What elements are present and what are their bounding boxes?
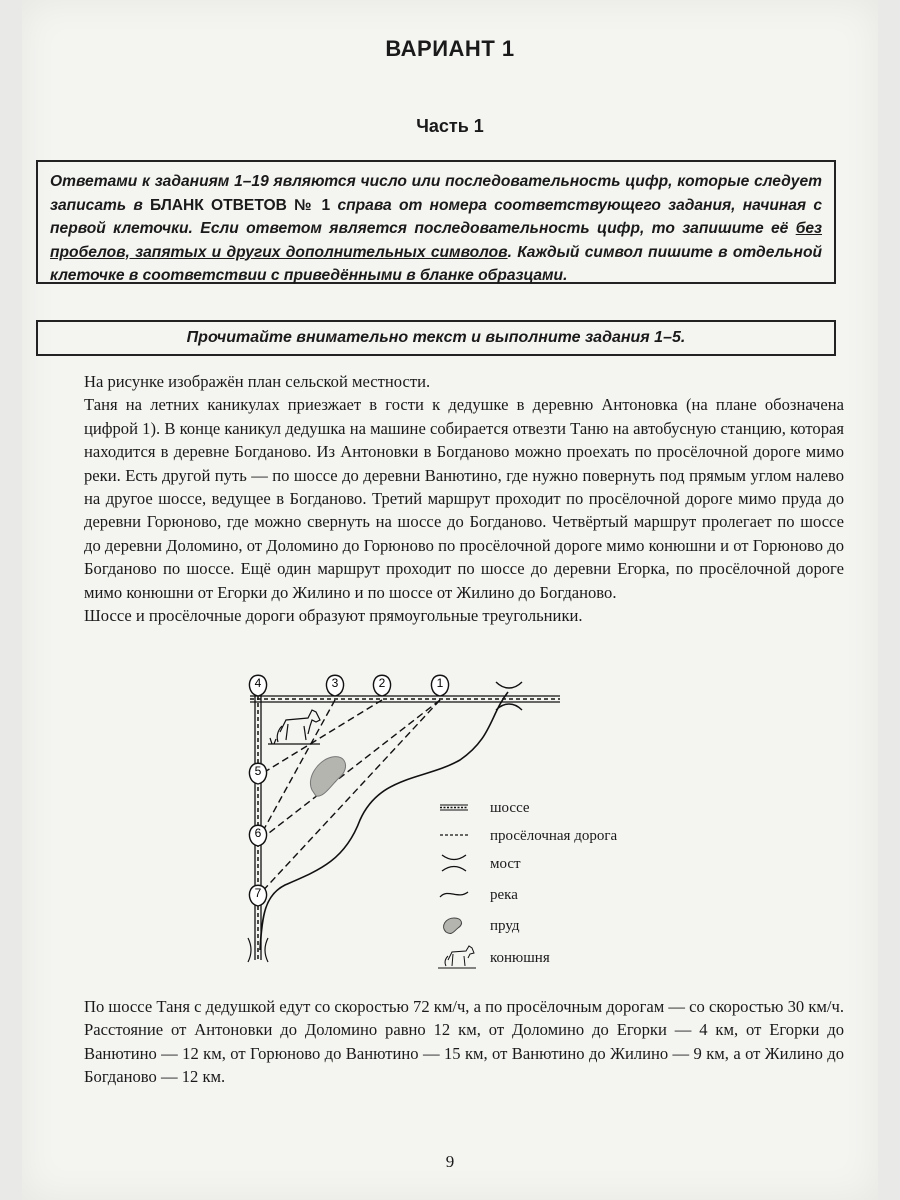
stable-icon bbox=[438, 946, 476, 968]
legend-label: река bbox=[490, 887, 518, 903]
paragraph: На рисунке изображён план сельской местности. bbox=[84, 372, 431, 391]
river-icon bbox=[440, 892, 468, 897]
river bbox=[260, 692, 508, 950]
marker-label: 3 bbox=[331, 676, 339, 690]
highway-icon bbox=[440, 805, 468, 810]
pond-icon bbox=[310, 757, 345, 797]
marker-6 bbox=[249, 825, 266, 846]
marker-7 bbox=[249, 885, 266, 906]
marker-label: 4 bbox=[254, 676, 262, 690]
village-map bbox=[200, 660, 720, 990]
marker-5 bbox=[249, 763, 266, 784]
legend bbox=[438, 800, 617, 968]
bridge-icon bbox=[442, 855, 466, 871]
legend-label: конюшня bbox=[490, 950, 550, 966]
answer-form-name: БЛАНК ОТВЕТОВ № 1 bbox=[150, 196, 331, 214]
marker-label: 7 bbox=[254, 886, 262, 900]
marker-3 bbox=[326, 675, 343, 696]
variant-title: ВАРИАНТ 1 bbox=[385, 36, 515, 61]
instructions-text-1: Ответами к заданиям 1–19 являются число или последовательность цифр, которые следует записать в bbox=[50, 173, 822, 214]
instructions-text-2: справа от номера соответствующего задания, начиная с первой клеточки. Если ответом является последовательность цифр, то запишите её bbox=[50, 196, 823, 237]
marker-label: 5 bbox=[254, 764, 262, 778]
instructions-underlined: без пробелов, запятых и других дополнительных символов bbox=[50, 220, 822, 261]
stable-icon bbox=[268, 710, 320, 744]
conditions-text: По шоссе Таня с дедушкой едут со скоростью 72 км/ч, а по просёлочным дорогам — со скоростью 30 км/ч. Расстояние от Антоновки до Доломино равно 12 км, от Доломино до Егорки — 4 км, от Егорки до Ванютино — 12 км, от Горюново до Ванютино — 15 км, от Ванютино до Жилино — 9 км, а от Жилино до Богданово — 12 км. bbox=[84, 997, 844, 1087]
instructions-box bbox=[36, 160, 836, 284]
legend-label: пруд bbox=[490, 918, 520, 934]
marker-4 bbox=[249, 675, 266, 696]
marker-1 bbox=[431, 675, 448, 696]
marker-2 bbox=[373, 675, 390, 696]
legend-label: мост bbox=[490, 856, 521, 872]
pond-icon bbox=[444, 918, 462, 933]
part-title: Часть 1 bbox=[416, 116, 484, 136]
dirt-roads bbox=[258, 700, 440, 896]
instructions-text-3: . Каждый символ пишите в отдельной клеточке в соответствии с приведёнными в бланке образцами. bbox=[50, 243, 822, 284]
page-number: 9 bbox=[445, 1152, 455, 1171]
marker-label: 1 bbox=[436, 676, 444, 690]
highway-horizontal bbox=[250, 696, 560, 702]
legend-label: просёлочная дорога bbox=[490, 828, 618, 844]
marker-label: 2 bbox=[378, 676, 386, 690]
legend-label: шоссе bbox=[490, 800, 530, 816]
paragraph: Таня на летних каникулах приезжает в гости к дедушке в деревню Антоновка (на плане обозначена цифрой 1). В конце каникул дедушка на машине собирается отвезти Таню на автобусную станцию, которая находится в деревне Богданово. Из Антоновки в Богданово можно проехать по просёлочной дороге мимо реки. Есть другой путь — по шоссе до деревни Ванютино, где нужно повернуть под прямым углом налево на другое шоссе, ведущее в Богданово. Третий маршрут проходит по просёлочной дороге мимо пруда до деревни Горюново, где можно свернуть на шоссе до Богданово. Четвёртый маршрут пролегает по шоссе до деревни Доломино, от Доломино до Горюново по просёлочной дороге мимо конюшни и от Горюново до Богданово по шоссе. Ещё один маршрут проходит по шоссе до деревни Егорка, по просёлочной дороге мимо конюшни от Егорки до Жилино и по шоссе от Жилино до Богданово. bbox=[84, 395, 844, 602]
task-header: Прочитайте внимательно текст и выполните задания 1–5. bbox=[36, 320, 836, 356]
marker-label: 6 bbox=[254, 826, 262, 840]
problem-text bbox=[84, 370, 844, 627]
paragraph: Шоссе и просёлочные дороги образуют прямоугольные треугольники. bbox=[84, 606, 583, 626]
